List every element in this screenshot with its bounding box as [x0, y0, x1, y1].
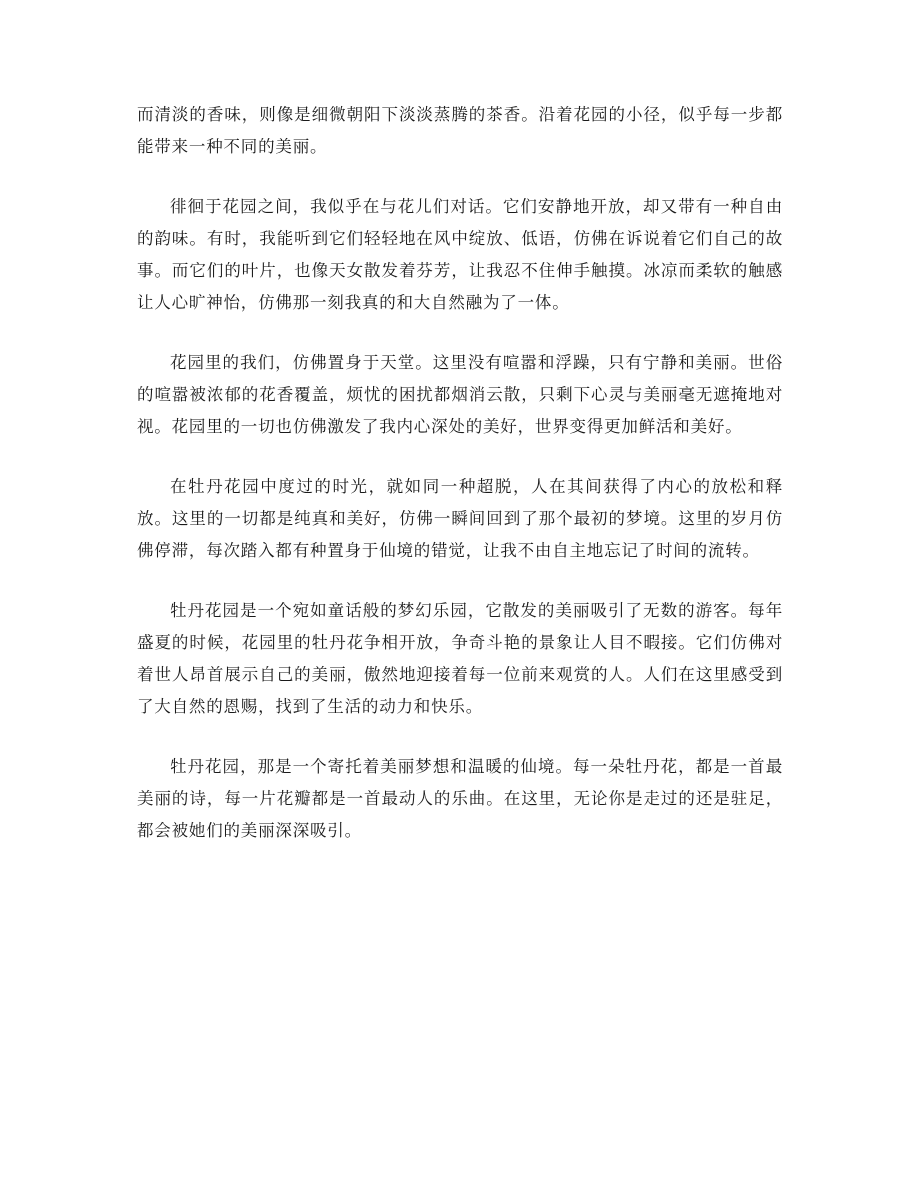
- document-body: [137, 99, 783, 875]
- paragraph-5: 牡丹花园是一个宛如童话般的梦幻乐园，它散发的美丽吸引了无数的游客。每年盛夏的时候，花园里的牡丹花争相开放，争奇斗艳的景象让人目不暇接。它们仿佛对着世人昂首展示自己的美丽，傲然地迎接着每一位前来观赏的人。人们在这里感受到了大自然的恩赐，找到了生活的动力和快乐。: [137, 601, 783, 716]
- paragraph-4: 在牡丹花园中度过的时光，就如同一种超脱，人在其间获得了内心的放松和释放。这里的一切都是纯真和美好，仿佛一瞬间回到了那个最初的梦境。这里的岁月仿佛停滞，每次踏入都有种置身于仙境的错觉，让我不由自主地忘记了时间的流转。: [137, 477, 783, 560]
- paragraph-6: 牡丹花园，那是一个寄托着美丽梦想和温暖的仙境。每一朵牡丹花，都是一首最美丽的诗，每一片花瓣都是一首最动人的乐曲。在这里，无论你是走过的还是驻足，都会被她们的美丽深深吸引。: [137, 757, 783, 840]
- paragraph-3: 花园里的我们，仿佛置身于天堂。这里没有喧嚣和浮躁，只有宁静和美丽。世俗的喧嚣被浓郁的花香覆盖，烦忧的困扰都烟消云散，只剩下心灵与美丽毫无遮掩地对视。花园里的一切也仿佛激发了我内心深处的美好，世界变得更加鲜活和美好。: [137, 353, 783, 436]
- paragraph-1: 而清淡的香味，则像是细微朝阳下淡淡蒸腾的茶香。沿着花园的小径，似乎每一步都能带来一种不同的美丽。: [137, 105, 783, 156]
- paragraph-2: 徘徊于花园之间，我似乎在与花儿们对话。它们安静地开放，却又带有一种自由的韵味。有时，我能听到它们轻轻地在风中绽放、低语，仿佛在诉说着它们自己的故事。而它们的叶片，也像天女散发着芬芳，让我忍不住伸手触摸。冰凉而柔软的触感让人心旷神怡，仿佛那一刻我真的和大自然融为了一体。: [137, 197, 783, 312]
